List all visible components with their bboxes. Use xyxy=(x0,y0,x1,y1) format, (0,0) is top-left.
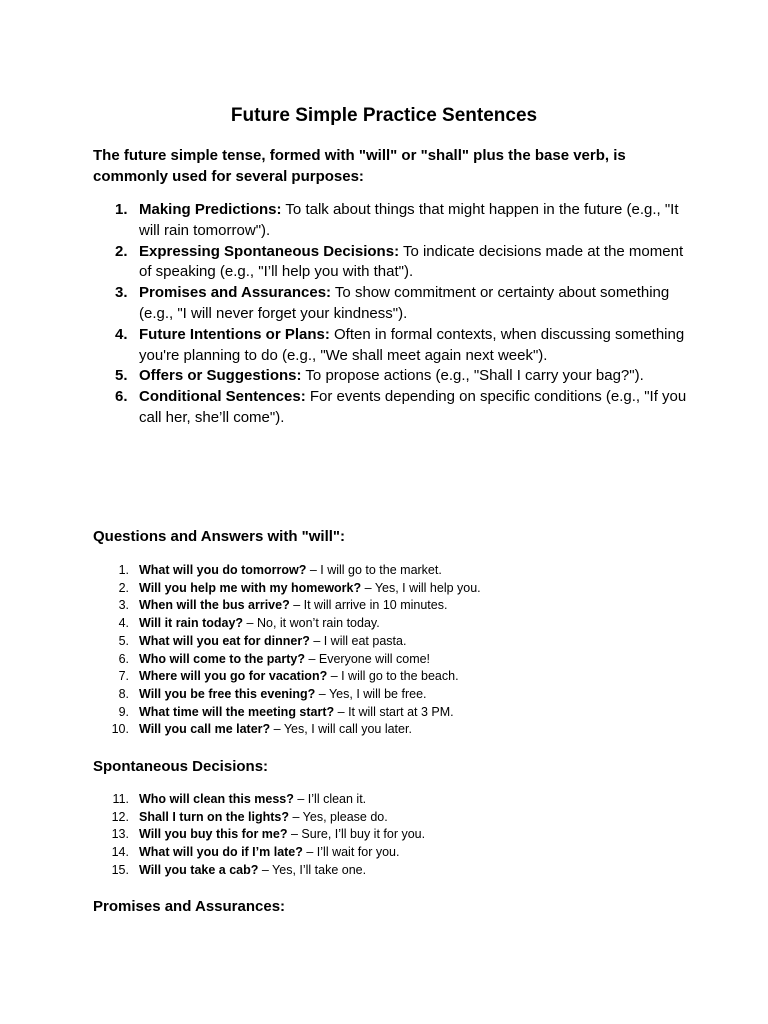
purpose-description: To show commitment or certainty about something (e.g., "I will never forget your kindness"). xyxy=(139,284,670,322)
section-heading-spontaneous-decisions: Spontaneous Decisions: xyxy=(93,758,269,775)
purpose-item xyxy=(93,325,693,367)
question-text: Who will come to the party? xyxy=(139,651,305,666)
purpose-number: 6. xyxy=(115,388,128,406)
item-number: 4. xyxy=(118,616,129,631)
question-text: Will you call me later? xyxy=(139,722,271,737)
question-text: What will you do if I’m late? xyxy=(139,845,303,860)
purpose-term: Making Predictions: xyxy=(139,201,282,218)
purpose-term: Offers or Suggestions: xyxy=(139,367,302,385)
list-item xyxy=(93,809,693,827)
section-heading-promises-assurances: Promises and Assurances: xyxy=(93,898,286,915)
item-number: 14. xyxy=(111,845,129,860)
purpose-item xyxy=(93,387,693,429)
purpose-term: Promises and Assurances: xyxy=(139,284,332,302)
item-number: 3. xyxy=(118,598,129,613)
purpose-description: For events depending on specific conditions (e.g., "If you call her, she’ll come"). xyxy=(139,388,687,426)
purpose-description: To propose actions (e.g., "Shall I carry your bag?"). xyxy=(301,367,644,385)
question-text: When will the bus arrive? xyxy=(139,598,290,613)
answer-text: – I’ll wait for you. xyxy=(302,845,400,860)
purpose-term: Conditional Sentences: xyxy=(139,388,306,406)
item-number: 6. xyxy=(118,651,129,666)
list-item xyxy=(93,862,693,880)
purpose-item xyxy=(93,283,693,325)
answer-text: – Yes, I’ll take one. xyxy=(258,862,367,877)
purpose-description: To talk about things that might happen in the future (e.g., "It will rain tomorrow"). xyxy=(139,201,679,239)
purposes-list xyxy=(93,200,693,429)
list-item xyxy=(93,580,693,598)
list-item xyxy=(93,721,693,739)
list-item xyxy=(93,633,693,651)
item-number: 11. xyxy=(112,792,129,806)
purpose-number: 2. xyxy=(115,242,128,260)
purpose-number: 5. xyxy=(115,367,128,385)
list-item xyxy=(93,615,693,633)
list-item xyxy=(93,562,693,580)
question-text: Who will clean this mess? xyxy=(139,792,294,806)
purpose-description: To indicate decisions made at the moment of speaking (e.g., "I’ll help you with that"). xyxy=(139,242,684,281)
answer-text: – I will eat pasta. xyxy=(309,633,407,648)
list-item xyxy=(93,668,693,686)
item-number: 15. xyxy=(111,862,129,877)
purpose-description: Often in formal contexts, when discussing something you're planning to do (e.g., "We shall meet again next week"). xyxy=(139,325,685,364)
question-text: Will it rain today? xyxy=(139,616,244,631)
item-number: 7. xyxy=(118,669,129,684)
item-number: 10. xyxy=(111,722,129,737)
item-number: 2. xyxy=(118,580,129,595)
item-number: 1. xyxy=(118,563,129,577)
purpose-number: 4. xyxy=(115,325,128,343)
question-text: Will you be free this evening? xyxy=(139,686,316,701)
question-text: Will you take a cab? xyxy=(139,862,259,877)
list-item xyxy=(93,826,693,844)
answer-text: – Yes, I will call you later. xyxy=(270,722,412,737)
item-number: 13. xyxy=(111,827,129,842)
list-item xyxy=(93,686,693,704)
purpose-item xyxy=(93,200,693,242)
list-item xyxy=(93,844,693,862)
answer-text: – I will go to the market. xyxy=(306,563,442,577)
list-item xyxy=(93,597,693,615)
answer-text: – Yes, please do. xyxy=(289,809,388,824)
list-item xyxy=(93,791,693,809)
questions-answers-list xyxy=(93,562,693,739)
purpose-item xyxy=(93,366,693,387)
question-text: Shall I turn on the lights? xyxy=(139,809,289,824)
item-number: 8. xyxy=(118,686,129,701)
answer-text: – No, it won’t rain today. xyxy=(243,616,380,631)
answer-text: – It will start at 3 PM. xyxy=(334,704,454,719)
item-number: 5. xyxy=(118,633,129,648)
question-text: Where will you go for vacation? xyxy=(139,669,328,684)
answer-text: – Yes, I will help you. xyxy=(361,580,481,595)
question-text: What will you eat for dinner? xyxy=(139,633,310,648)
question-text: What time will the meeting start? xyxy=(139,704,335,719)
purpose-number: 1. xyxy=(115,201,128,218)
answer-text: – Everyone will come! xyxy=(304,651,431,666)
answer-text: – Yes, I will be free. xyxy=(315,686,427,701)
section-heading-questions-answers: Questions and Answers with "will": xyxy=(93,528,346,545)
answer-text: – I’ll clean it. xyxy=(293,792,367,806)
list-item xyxy=(93,704,693,722)
list-item xyxy=(93,651,693,669)
item-number: 9. xyxy=(118,704,129,719)
answer-text: – Sure, I’ll buy it for you. xyxy=(287,827,426,842)
answer-text: – I will go to the beach. xyxy=(327,669,459,684)
purpose-item xyxy=(93,242,693,284)
purpose-term: Future Intentions or Plans: xyxy=(139,325,330,343)
question-text: Will you help me with my homework? xyxy=(139,580,362,595)
purpose-term: Expressing Spontaneous Decisions: xyxy=(139,242,400,260)
intro-paragraph: The future simple tense, formed with "will" or "shall" plus the base verb, is commonly used for several purposes: xyxy=(93,147,626,185)
question-text: Will you buy this for me? xyxy=(139,827,288,842)
spontaneous-decisions-list xyxy=(93,791,693,880)
answer-text: – It will arrive in 10 minutes. xyxy=(289,598,448,613)
purpose-number: 3. xyxy=(115,284,128,302)
page-title: Future Simple Practice Sentences xyxy=(230,105,538,126)
question-text: What will you do tomorrow? xyxy=(139,563,307,577)
item-number: 12. xyxy=(111,809,129,824)
